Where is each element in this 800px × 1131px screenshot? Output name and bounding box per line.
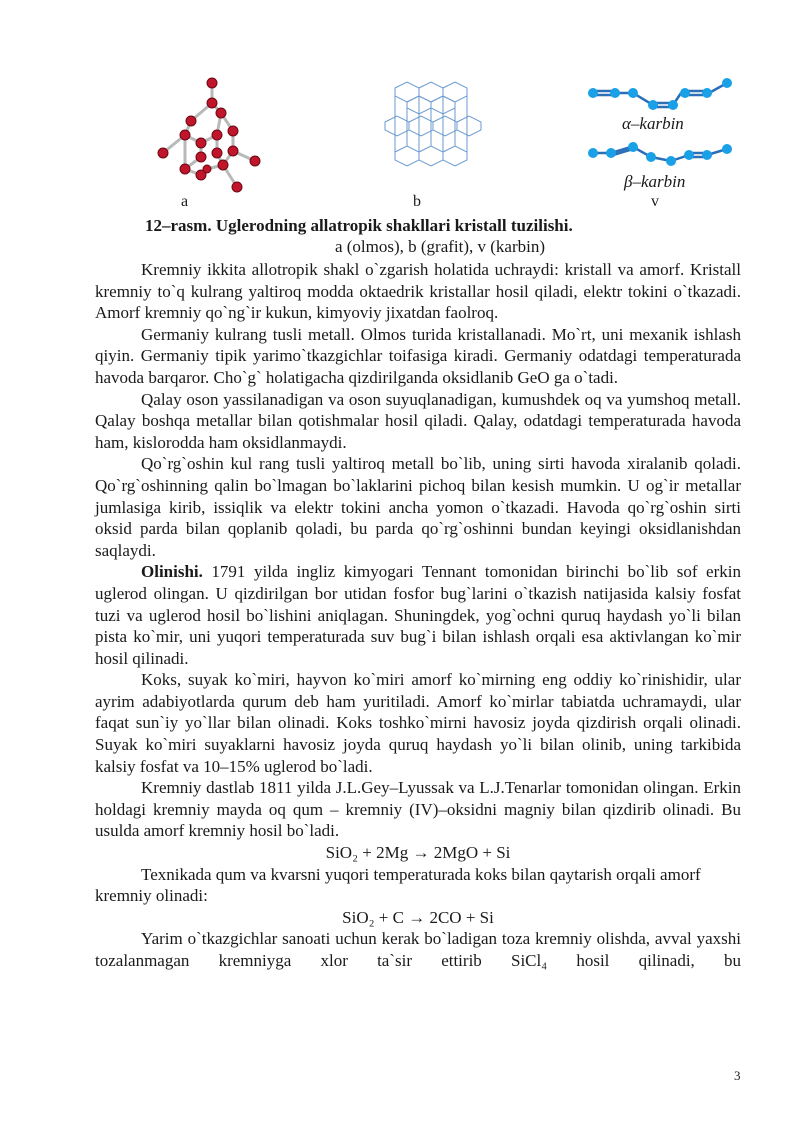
paragraph-koks: Koks, suyak ko`miri, hayvon ko`miri amorf ko`mirning eng oddiy ko`rinishidir, ular ayrim adabiyotlarda qurum deb ham yuritiladi. Amorf ko`mirlar tabiatda uchramaydi, ular faqat sun`iy yo`llar bilan olinadi. Koks toshko`mirni havosiz joyda qizdirish orqali olinadi. Suyak ko`miri suyaklarni havosiz joyda quruq haydash yo`li bilan olinib, uning tarkibida kalsiy fosfat va 10–15% uglerod bo`ladi. <box>95 670 741 776</box>
label-a: a <box>181 193 189 210</box>
body-text <box>95 259 741 972</box>
equation-2: SiO₂ + C → 2CO + Si <box>342 907 494 927</box>
figure-caption: 12–rasm. Uglerodning allatropik shakllari kristall tuzilishi. <box>145 216 573 235</box>
paragraph-qalay: Qalay oson yassilanadigan va oson suyuqlanadigan, kumushdek oq va yumshoq metall. Qalay boshqa metallar bilan qotishmalar hosil qiladi. Qalay, odatdagi temperaturada havoda ham, kislorodda ham oksidlanmaydi. <box>95 389 741 452</box>
paragraph-olinishi <box>95 561 741 669</box>
diamond-structure-image <box>155 75 265 195</box>
olinishi-text: 1791 yilda ingliz kimyogari Tennant tomonidan birinchi bo`lib sof erkin uglerod olingan. U qizdirilgan bor utidan fosfor bug`larini o`tkazish natijasida kalsiy fosfat tuzi va uglerod hosil bo`lishini aniqlagan. Shuningdek, yog`ochni quruq haydash yo`li bilan pista ko`mir, uni yuqori temperaturada suv bug`i bilan ishlash orqali esa aktivlangan ko`mir hosil qilinadi. <box>95 562 741 668</box>
label-v: v <box>651 193 659 210</box>
paragraph-yarim-otkazgichlar: Yarim o`tkazgichlar sanoati uchun kerak bo`ladigan toza kremniy olishda, avval yaxshi tozalanmagan kremniyga xlor ta`sir ettirib SiCl₄ hosil qilinadi, bu <box>95 929 741 970</box>
alpha-karbin-chain <box>585 75 740 110</box>
beta-karbin-label: β–karbin <box>624 172 686 191</box>
paragraph-qorgoshin: Qo`rg`oshin kul rang tusli yaltiroq metall bo`lib, uning sirti havoda xiralanib qoladi. Qo`rg`oshinning qalin bo`lmagan bo`laklarini pichoq bilan kesish mumkin. U og`ir metallar jumlasiga kirib, issiqlik va elektr tokini ancha yomon o`tkazadi. Havoda qo`rg`oshin sirti oksid parda bilan qoplanib qoladi, bu parda qo`rg`oshinni bundan keyingi oksidlanishdan saqlaydi. <box>95 454 741 560</box>
olinishi-heading: Olinishi. <box>141 562 203 582</box>
label-b: b <box>413 193 421 210</box>
allotrope-figure <box>0 70 800 220</box>
paragraph-germaniy: Germaniy kulrang tusli metall. Olmos turida kristallanadi. Mo`rt, uni mexanik ishlash qiyin. Germaniy tipik yarimo`tkazgichlar toifasiga kiradi. Germaniy odatdagi temperaturada havoda barqaror. Cho`g` holatigacha qizdirilganda oksidlanib GeO ga o`tadi. <box>95 324 741 387</box>
page-number: 3 <box>734 1068 741 1083</box>
paragraph-texnikada: Texnikada qum va kvarsni yuqori temperaturada koks bilan qaytarish orqali amorf kremniy olinadi: <box>95 864 701 906</box>
graphite-structure-image <box>375 78 485 173</box>
alpha-karbin-label: α–karbin <box>622 114 684 133</box>
paragraph-kremniy-allotropy: Kremniy ikkita allotropik shakl o`zgarish holatida uchraydi: kristall va amorf. Kristall kremniy to`q kulrang yaltiroq modda oktaedrik kristallar hosil qiladi, elektr tokini o`tkazadi. Amorf kremniy qo`ng`ir kukun, kimyoviy jixatdan faolroq. <box>95 260 741 323</box>
beta-karbin-chain <box>585 133 740 173</box>
figure-subcaption: a (olmos), b (grafit), v (karbin) <box>334 237 546 256</box>
paragraph-kremniy-olinishi: Kremniy dastlab 1811 yilda J.L.Gey–Lyussak va L.J.Tenarlar tomonidan olingan. Erkin holdagi kremniy mayda oq qum – kremniy (IV)–oksidni magniy bilan qizdirib olinadi. Bu usulda amorf kremniy hosil bo`ladi. <box>95 778 741 841</box>
equation-1: SiO₂ + 2Mg → 2MgO + Si <box>325 843 511 863</box>
